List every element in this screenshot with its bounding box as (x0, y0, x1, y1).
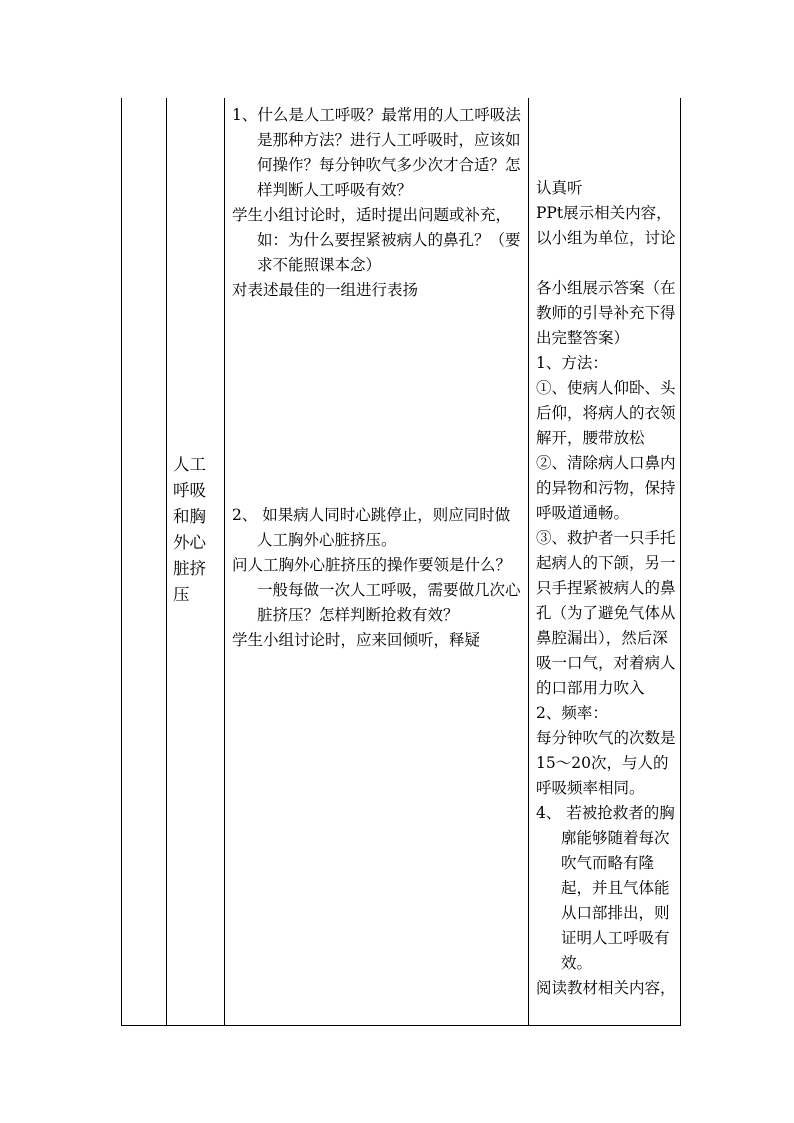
table-border-col1 (166, 98, 167, 1026)
student-line: 认真听 (536, 179, 583, 197)
student-line: ③、救护者一只手托起病人的下颌，另一只手捏紧被病人的鼻孔（为了避免气体从鼻腔漏出），然后深吸一口气，对着病人的口部用力吹入 (536, 529, 676, 697)
student-line: 每分钟吹气的次数是15～20次，与人的呼吸频率相同。 (536, 729, 676, 797)
student-line: 阅读教材相关内容， (536, 979, 676, 997)
topic-line: 呼吸 (173, 481, 206, 500)
topic-line: 外心 (173, 533, 206, 552)
topic-line: 脏挤 (173, 559, 206, 578)
item-marker: 2、 (232, 506, 258, 524)
student-line: 2、频率： (536, 704, 608, 722)
student-line: 各小组展示答案（在教师的引导补充下得出完整答案） (536, 279, 676, 347)
topic-line: 压 (173, 585, 190, 604)
teacher-activity-cell (232, 103, 524, 653)
table-border-col3 (528, 98, 529, 1026)
teacher-question-2: 2、 如果病人同时心跳停止，则应同时做人工胸外心脏挤压。 (232, 506, 511, 549)
topic-line: 和胸 (173, 507, 206, 526)
table-border-bottom (121, 1025, 681, 1026)
teacher-question-3: 问人工胸外心脏挤压的操作要领是什么？一般每做一次人工呼吸，需要做几次心脏挤压？怎样判断抢救有效？ (232, 556, 521, 624)
topic-line: 人工 (173, 455, 206, 474)
student-line: 4、 若被抢救者的胸廓能够随着每次吹气而略有隆起，并且气体能从口部排出，则证明人工呼吸有效。 (536, 804, 675, 972)
item-marker: 1、 (232, 106, 258, 124)
student-activity-cell (536, 176, 678, 1001)
table-border-col2 (224, 98, 225, 1026)
table-border-left (121, 98, 122, 1026)
teacher-guidance-2: 学生小组讨论时，应来回倾听，释疑 (232, 631, 481, 649)
student-line: ②、清除病人口鼻内的异物和污物，保持呼吸道通畅。 (536, 454, 676, 522)
student-line: PPt展示相关内容，以小组为单位，讨论 (536, 204, 676, 247)
topic-cell (173, 452, 221, 608)
teacher-praise: 对表述最佳的一组进行表扬 (232, 281, 419, 299)
teacher-guidance-1: 学生小组讨论时，适时提出问题或补充，如：为什么要捏紧被病人的鼻孔？（要求不能照课本念） (232, 206, 521, 274)
student-line: ①、使病人仰卧、头后仰，将病人的衣领解开，腰带放松 (536, 379, 676, 447)
teacher-question-1: 1、什么是人工呼吸？最常用的人工呼吸法是那种方法？进行人工呼吸时，应该如何操作？每分钟吹气多少次才合适？怎样判断人工呼吸有效？ (232, 106, 521, 199)
student-line: 1、方法： (536, 354, 608, 372)
table-border-right (680, 98, 681, 1026)
